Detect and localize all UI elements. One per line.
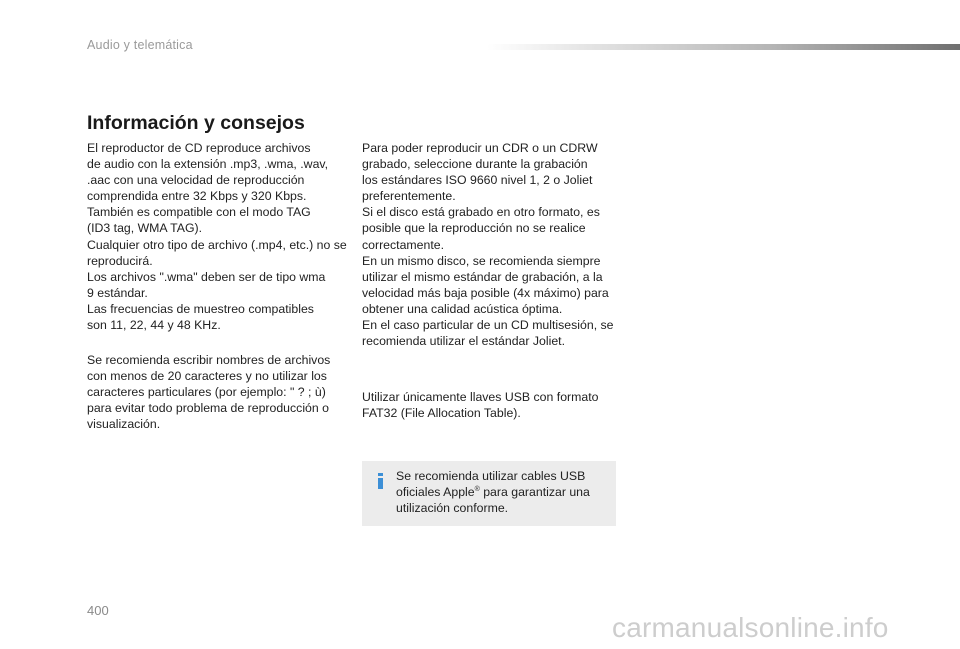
text-line: para evitar todo problema de reproducción o xyxy=(87,401,329,416)
text-line: velocidad más baja posible (4x máximo) para xyxy=(362,285,609,300)
info-icon xyxy=(376,473,385,489)
text-line: comprendida entre 32 Kbps y 320 Kbps. xyxy=(87,189,307,204)
info-box-text: Se recomienda utilizar cables USB oficiales Apple® para garantizar una utilización conforme. xyxy=(396,469,590,516)
text-line: Para poder reproducir un CDR o un CDRW xyxy=(362,141,598,155)
text-line: son 11, 22, 44 y 48 KHz. xyxy=(87,318,221,333)
text-line: .aac con una velocidad de reproducción xyxy=(87,173,305,188)
text-line: caracteres particulares (por ejemplo: " ? ; ù) xyxy=(87,385,326,400)
text-line: 9 estándar. xyxy=(87,285,148,300)
watermark: carmanualsonline.info xyxy=(612,612,889,643)
text-line: preferentemente. xyxy=(362,189,456,204)
text-line: En el caso particular de un CD multisesión, se xyxy=(362,318,614,333)
text-line: grabado, seleccione durante la grabación xyxy=(362,157,588,172)
file-naming-paragraph xyxy=(87,352,330,432)
text-line: También es compatible con el modo TAG xyxy=(87,205,311,220)
text-line: Las frecuencias de muestreo compatibles xyxy=(87,301,314,316)
text-line: Cualquier otro tipo de archivo (.mp4, etc.) no se xyxy=(87,237,347,252)
text-line: En un mismo disco, se recomienda siempre xyxy=(362,253,601,268)
section-title: Audio y telemática xyxy=(87,38,193,52)
text-line: reproducirá. xyxy=(87,253,153,268)
text-line: correctamente. xyxy=(362,237,445,252)
text-line: recomienda utilizar el estándar Joliet. xyxy=(362,334,566,349)
text-line: (ID3 tag, WMA TAG). xyxy=(87,221,203,236)
text-line: obtener una calidad acústica óptima. xyxy=(362,301,563,316)
cdr-recording-paragraph xyxy=(362,140,614,349)
text-line: los estándares ISO 9660 nivel 1, 2 o Joliet xyxy=(362,173,593,188)
text-line: de audio con la extensión .mp3, .wma, .wav, xyxy=(87,157,329,172)
page-heading: Información y consejos xyxy=(87,112,305,134)
cd-formats-paragraph xyxy=(87,140,347,333)
text-line: El reproductor de CD reproduce archivos xyxy=(87,141,311,155)
text-line: visualización. xyxy=(87,417,161,432)
info-box xyxy=(362,461,616,526)
text-line: FAT32 (File Allocation Table). xyxy=(362,406,521,421)
usb-format-paragraph xyxy=(362,389,598,421)
text-line: con menos de 20 caracteres y no utilizar los xyxy=(87,369,327,384)
text-line: Se recomienda escribir nombres de archivos xyxy=(87,353,331,367)
text-line: Si el disco está grabado en otro formato, es xyxy=(362,205,600,220)
text-line: Los archivos ".wma" deben ser de tipo wma xyxy=(87,269,326,284)
text-line: Utilizar únicamente llaves USB con formato xyxy=(362,390,599,404)
page-number: 400 xyxy=(87,603,109,618)
header-rule xyxy=(487,44,960,50)
text-line: posible que la reproducción no se realice xyxy=(362,221,586,236)
text-line: utilizar el mismo estándar de grabación, a la xyxy=(362,269,603,284)
